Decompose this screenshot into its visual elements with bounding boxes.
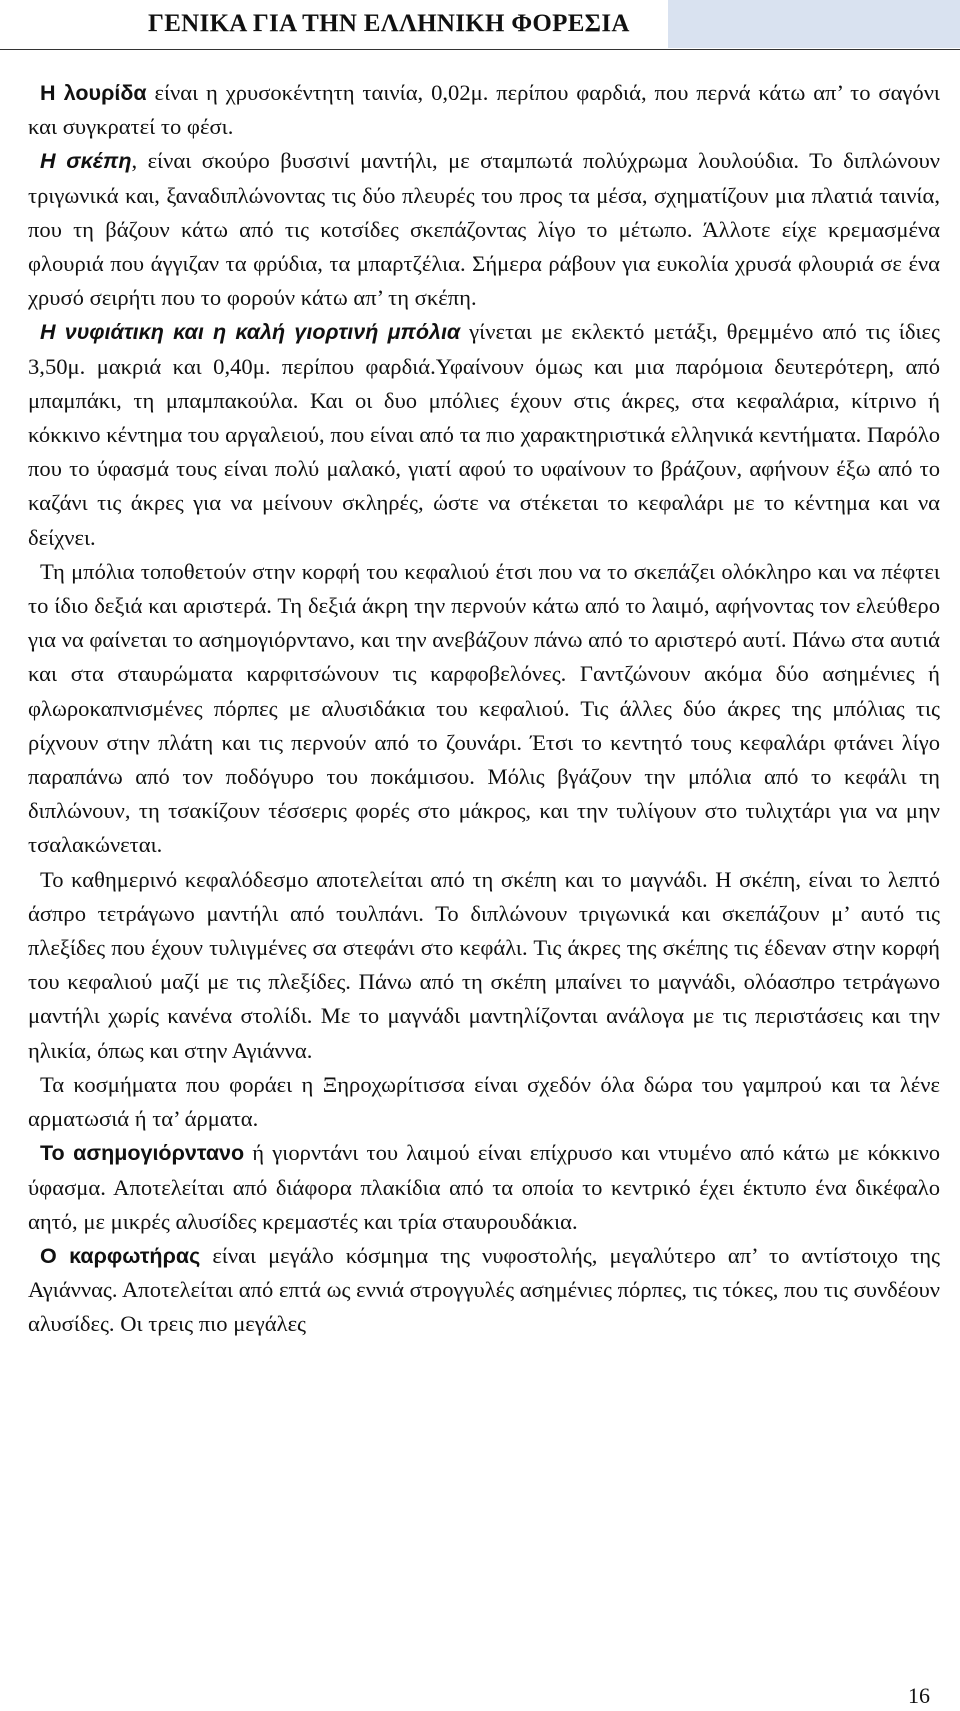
paragraph-karfotiras bbox=[28, 1239, 940, 1342]
term-karfotiras: Ο καρφωτήρας bbox=[40, 1243, 201, 1268]
term-skepi: Η σκέπη bbox=[40, 149, 132, 174]
paragraph-lourida bbox=[28, 76, 940, 144]
paragraph-bolia-placement bbox=[28, 555, 940, 863]
paragraph-text: γίνεται με εκλεκτό μετάξι, θρεμμένο από τις ίδιες 3,50μ. μακριά και 0,40μ. περίπου φαρδιά.Υφαίνουν όμως και μια παρόμοια δευτερότερη, από μπαμπάκι, τη μπαμπακούλα. Και οι δυο μπόλιες έχουν στις άκρες, στα κεφαλάρια, κίτρινο ή κόκκινο κέντημα του αργαλειού, που είναι από τα πιο χαρακτηριστικά ελληνικά κεντήματα. Παρόλο που το ύφασμά τους είναι πολύ μαλακό, γιατί αφού το υφαίνουν το βράζουν, αφήνουν έξω από το καζάνι τις άκρες για να μείνουν σκληρές, ώστε να στέκεται το κεφαλάρι με το κέντημα και να δείχνει. bbox=[28, 319, 940, 550]
paragraph-text: , είναι σκούρο βυσσινί μαντήλι, με σταμπωτά πολύχρωμα λουλούδια. Το διπλώνουν τριγωνικά και, ξαναδιπλώνοντας τις δύο πλευρές του προς τα μέσα, σχηματίζουν μια πλατιά ταινία, που τη βάζουν κάτω από τις κοτσίδες σκεπάζοντας λίγο το μέτωπο. Άλλοτε είχε κρεμασμένα φλουριά που άγγιζαν τα φρύδια, τα μπαρτζέλια. Σήμερα ράβουν για ευκολία χρυσά φλουριά σε ένα χρυσό σειρήτι που το φορούν κάτω απ’ τη σκέπη. bbox=[28, 148, 940, 311]
paragraph-skepi bbox=[28, 144, 940, 315]
term-bolia: Η νυφιάτικη και η καλή γιορτινή μπόλια bbox=[40, 320, 461, 345]
paragraph-asimogiordano bbox=[28, 1136, 940, 1239]
paragraph-text: Το καθημερινό κεφαλόδεσμο αποτελείται από τη σκέπη και το μαγνάδι. Η σκέπη, είναι το λεπτό άσπρο τετράγωνο μαντήλι από τουλπάνι. Το διπλώνουν τριγωνικά και σκεπάζουν μ’ αυτό τις πλεξίδες που έχουν τυλιγμένες σα στεφάνι στο κεφάλι. Τις άκρες της σκέπης τις έδεναν στην κορφή του κεφαλιού μαζί με τις πλεξίδες. Πάνω από τη σκέπη μπαίνει το μαγνάδι, ολόασπρο τετράγωνο μαντήλι χωρίς κανένα στολίδι. Με το μαγνάδι μαντηλίζονται ανάλογα με τις περιστάσεις και την ηλικία, όπως και στην Αγιάννα. bbox=[28, 866, 940, 1063]
body-text bbox=[28, 76, 940, 1342]
paragraph-text: είναι μεγάλο κόσμημα της νυφοστολής, μεγαλύτερο απ’ το αντίστοιχο της Αγιάννας. Αποτελείται από επτά ως εννιά στρογγυλές ασημένιες πόρπες, τις τόκες, που τις συνδέουν αλυσίδες. Οι τρεις πιο μεγάλες bbox=[28, 1242, 940, 1337]
paragraph-text: είναι η χρυσοκέντητη ταινία, 0,02μ. περίπου φαρδιά, που περνά κάτω απ’ το σαγόνι και συγκρατεί το φέσι. bbox=[28, 80, 940, 140]
header-shaded-band bbox=[668, 0, 960, 48]
paragraph-daily-headdress bbox=[28, 863, 940, 1068]
paragraph-text: Τη μπόλια τοποθετούν στην κορφή του κεφαλιού έτσι που να το σκεπάζει ολόκληρο και να πέφτει το ίδιο δεξιά και αριστερά. Τη δεξιά άκρη την περνούν κάτω από το λαιμό, αφήνοντας τον ελεύθερο για να φαίνεται το ασημογιόρντανο, και την ανεβάζουν πάνω από το αριστερό αυτί. Πάνω στα αυτιά και στα σταυρώματα καρφιτσώνουν τις καρφοβελόνες. Γαντζώνουν ακόμα δύο ασημένιες ή φλωροκαπνισμένες πόρπες με αλυσιδάκια του κεφαλιού. Τις άλλες δύο άκρες της μπόλιας τις ρίχνουν στην πλάτη και τις περνούν από το ζουνάρι. Έτσι το κεντητό τους κεφαλάρι φτάνει λίγο παραπάνω από τον ποδόγυρο του ποκάμισου. Μόλις βγάζουν την μπόλια από το κεφάλι τη διπλώνουν, τη τσακίζουν τέσσερις φορές στο μάκρος, και την τυλίγουν στο τυλιχτάρι για να μην τσαλακώνεται. bbox=[28, 558, 940, 858]
paragraph-text: ή γιορντάνι του λαιμού είναι επίχρυσο και ντυμένο από κάτω με κόκκινο ύφασμα. Αποτελείται από διάφορα πλακίδια από τα οποία το κεντρικό έχει έκτυπο ένα δικέφαλο αητό, με μικρές αλυσίδες κρεμαστές και τρία σταυρουδάκια. bbox=[28, 1140, 940, 1234]
term-lourida: Η λουρίδα bbox=[40, 81, 147, 105]
term-asimogiordano: Το ασημογιόρντανο bbox=[40, 1141, 245, 1166]
page-number: 16 bbox=[908, 1683, 930, 1708]
header-title: ΓΕΝΙΚΑ ΓΙΑ ΤΗΝ ΕΛΛΗΝΙΚΗ ΦΟΡΕΣΙΑ bbox=[148, 10, 630, 37]
paragraph-bolia bbox=[28, 315, 940, 554]
paragraph-text: Τα κοσμήματα που φοράει η Ξηροχωρίτισσα είναι σχεδόν όλα δώρα του γαμπρού και τα λένε αρματωσιά ή τα’ άρματα. bbox=[28, 1071, 940, 1132]
header-rule bbox=[0, 49, 960, 50]
running-header bbox=[0, 0, 960, 50]
paragraph-jewelry bbox=[28, 1068, 940, 1136]
